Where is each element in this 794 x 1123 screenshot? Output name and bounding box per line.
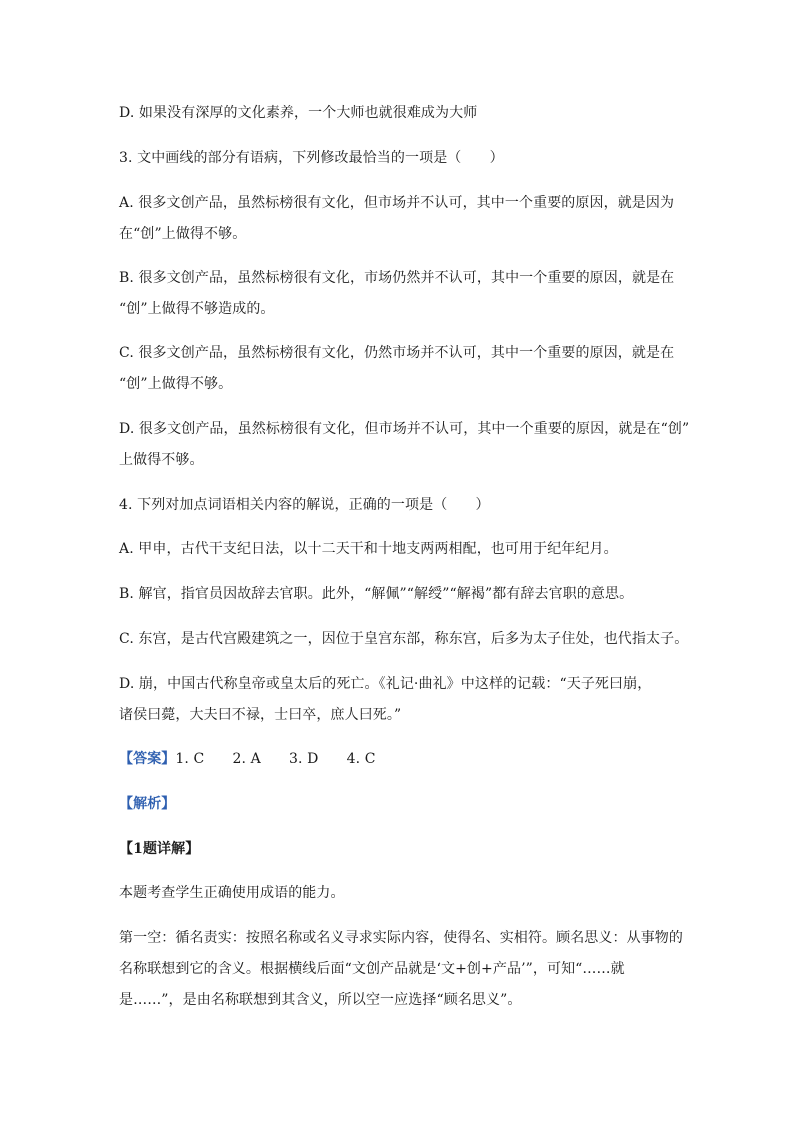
detail-para-line1: 第一空：循名责实：按照名称或名义寻求实际内容，使得名、实相符。顾名思义：从事物的 bbox=[119, 930, 683, 946]
q3-stem: 3. 文中画线的部分有语病，下列修改最恰当的一项是（ ） bbox=[119, 150, 504, 166]
q4-option-a: A. 甲申，古代干支纪日法，以十二天干和十地支两两相配，也可用于纪年纪月。 bbox=[119, 541, 618, 557]
q3-option-a-line2: 在“创”上做得不够。 bbox=[119, 226, 247, 242]
q3-option-d-line2: 上做得不够。 bbox=[119, 452, 204, 468]
answer-label: 【答案】 bbox=[119, 751, 176, 767]
answer-text: 1. C 2. A 3. D 4. C bbox=[175, 751, 376, 767]
q4-option-d-line1: D. 崩，中国古代称皇帝或皇太后的死亡。《礼记·曲礼》中这样的记载：“天子死曰崩， bbox=[119, 676, 652, 692]
detail-heading: 【1题详解】 bbox=[119, 841, 200, 857]
q3-option-c-line2: “创”上做得不够。 bbox=[119, 376, 233, 392]
q3-option-c-line1: C. 很多文创产品，虽然标榜很有文化，仍然市场并不认可，其中一个重要的原因，就是在 bbox=[119, 345, 675, 361]
answer-line bbox=[119, 750, 679, 768]
q2-option-d: D. 如果没有深厚的文化素养，一个大师也就很难成为大师 bbox=[119, 105, 478, 121]
q4-option-d-line2: 诸侯曰薨，大夫曰不禄，士曰卒，庶人曰死。” bbox=[119, 707, 402, 723]
detail-intro: 本题考查学生正确使用成语的能力。 bbox=[119, 885, 345, 901]
q3-option-a-line1: A. 很多文创产品，虽然标榜很有文化，但市场并不认可，其中一个重要的原因，就是因为 bbox=[119, 195, 675, 211]
q4-option-c: C. 东宫，是古代宫殿建筑之一，因位于皇宫东部，称东宫，后多为太子住处，也代指太子。 bbox=[119, 631, 689, 647]
q3-option-b-line2: “创”上做得不够造成的。 bbox=[119, 301, 275, 317]
analysis-heading bbox=[119, 795, 679, 813]
q4-option-b: B. 解官，指官员因故辞去官职。此外，“解佩”“解绶”“解褐”都有辞去官职的意思。 bbox=[119, 586, 634, 602]
detail-para-line3: 是……”，是由名称联想到其含义，所以空一应选择“顾名思义”。 bbox=[119, 992, 522, 1008]
q4-stem: 4. 下列对加点词语相关内容的解说，正确的一项是（ ） bbox=[119, 497, 490, 513]
detail-para-line2: 名称联想到它的含义。根据横线后面“文创产品就是‘文+创+产品’”，可知“……就 bbox=[119, 961, 625, 977]
analysis-label: 【解析】 bbox=[119, 796, 176, 812]
q3-option-d-line1: D. 很多文创产品，虽然标榜很有文化，但市场并不认可，其中一个重要的原因，就是在“创” bbox=[119, 421, 690, 437]
q3-option-b-line1: B. 很多文创产品，虽然标榜很有文化，市场仍然并不认可，其中一个重要的原因，就是在 bbox=[119, 270, 675, 286]
